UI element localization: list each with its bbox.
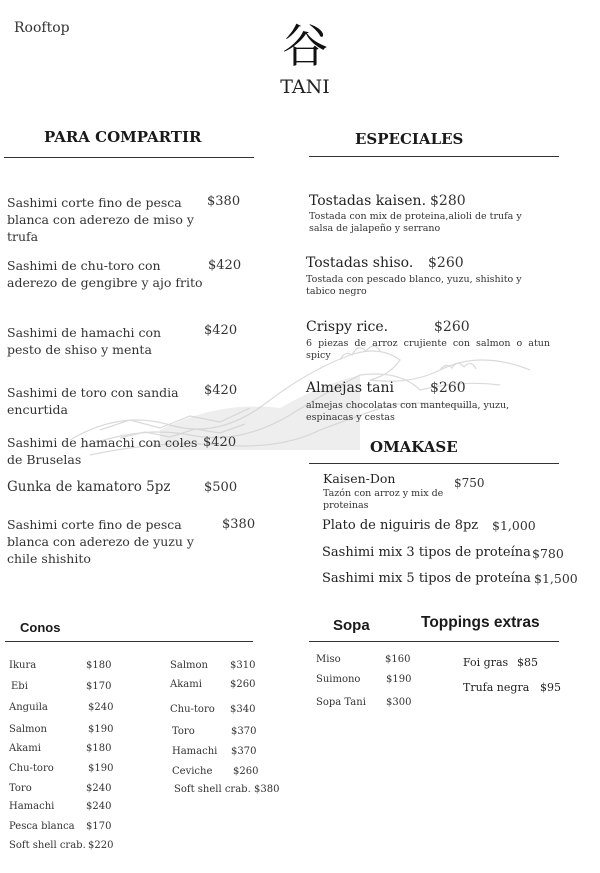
cono-item-price: $260 [230, 679, 256, 690]
cono-item-price: $310 [230, 660, 256, 671]
rooftop-label: Rooftop [14, 20, 70, 36]
item-price: $420 [204, 323, 238, 338]
omakase-item-description: Tazón con arroz y mix de proteinas [323, 488, 444, 511]
especial-price: $260 [434, 319, 470, 335]
cono-item-name: Soft shell crab. [174, 784, 251, 795]
cono-item-price: $260 [233, 766, 259, 777]
cono-item-name: Ebi [11, 681, 28, 692]
omakase-item-price: $750 [454, 476, 485, 490]
omakase-item-price: $1,500 [534, 571, 578, 586]
topping-item-price: $85 [517, 656, 538, 669]
cono-item-price: $170 [86, 681, 112, 692]
menu-item: Sashimi de hamachi con coles de Bruselas [7, 435, 198, 467]
para-compartir-heading: PARA COMPARTIR [44, 128, 202, 146]
menu-item: Sashimi corte fino de pesca blanca con aderezo de miso y trufa [7, 195, 194, 244]
sopa-item-name: Miso [316, 654, 341, 665]
cono-item-price: $240 [86, 801, 112, 812]
sopa-item-name: Sopa Tani [316, 697, 366, 708]
especial-price: $260 [430, 380, 466, 396]
conos-divider [5, 641, 253, 642]
cono-item-price: $340 [230, 704, 256, 715]
omakase-item-name: Sashimi mix 5 tipos de proteína [322, 571, 531, 586]
omakase-divider [309, 463, 559, 464]
cono-item-name: Soft shell crab. [9, 840, 86, 851]
cono-item-name: Toro [172, 726, 195, 737]
item-price: $420 [208, 258, 242, 273]
omakase-item-name: Plato de niguiris de 8pz [322, 518, 479, 533]
item-price: $380 [222, 517, 256, 532]
omakase-item-price: $1,000 [492, 518, 536, 533]
menu-item: Sashimi de hamachi con pesto de shiso y menta [7, 325, 162, 357]
cono-item-price: $240 [86, 783, 112, 794]
item-price: $420 [204, 383, 238, 398]
especial-description: almejas chocolatas con mantequilla, yuzu, espinacas y cestas [306, 400, 510, 423]
item-price: $420 [203, 435, 237, 450]
sopa-divider [309, 641, 559, 642]
cono-item-name: Akami [170, 679, 202, 690]
especial-description: 6 piezas de arroz crujiente con salmon o atun spicy [306, 338, 550, 361]
menu-item: Sashimi de chu-toro con aderezo de gengibre y ajo frito [7, 258, 203, 290]
topping-item-name: Foi gras [463, 656, 509, 669]
cono-item-name: Salmon [170, 660, 208, 671]
cono-item-price: $220 [88, 840, 114, 851]
cono-item-name: Ikura [9, 660, 37, 671]
cono-item-price: $170 [86, 821, 112, 832]
especial-price: $280 [430, 193, 466, 209]
toppings-heading: Toppings extras [421, 614, 540, 631]
cono-item-price: $190 [88, 763, 114, 774]
cono-item-price: $190 [88, 724, 114, 735]
sopa-item-price: $300 [386, 697, 412, 708]
topping-item-name: Trufa negra [463, 681, 530, 694]
sopa-item-price: $160 [385, 654, 411, 665]
cono-item-price: $370 [231, 726, 257, 737]
cono-item-name: Pesca blanca [9, 821, 75, 832]
cono-item-price: $180 [86, 660, 112, 671]
omakase-item-price: $780 [532, 546, 564, 561]
topping-item-price: $95 [540, 681, 561, 694]
menu-item: Sashimi de toro con sandia encurtida [7, 385, 179, 417]
cono-item-name: Ceviche [172, 766, 213, 777]
especial-name: Almejas tani [306, 380, 394, 396]
tani-logo-kanji: 谷 [282, 19, 328, 73]
cono-item-name: Salmon [9, 724, 47, 735]
menu-item: Sashimi corte fino de pesca blanca con aderezo de yuzu y chile shishito [7, 517, 194, 566]
item-price: $500 [204, 480, 238, 495]
especial-price: $260 [428, 255, 464, 271]
conos-heading: Conos [20, 620, 61, 635]
menu-item: Gunka de kamatoro 5pz [7, 479, 171, 495]
omakase-item-name: Kaisen-Don [323, 471, 396, 486]
para-compartir-divider [4, 157, 254, 158]
cono-item-price: $370 [231, 746, 257, 757]
sopa-item-price: $190 [386, 674, 412, 685]
cono-item-name: Chu-toro [9, 763, 54, 774]
especial-name: Tostadas kaisen. [309, 193, 427, 209]
especial-name: Tostadas shiso. [306, 255, 414, 271]
cono-item-price: $240 [88, 702, 114, 713]
especial-description: Tostada con pescado blanco, yuzu, shishito y tabico negro [306, 274, 522, 297]
cono-item-name: Akami [9, 743, 41, 754]
especiales-divider [309, 156, 559, 157]
especial-description: Tostada con mix de proteina,alioli de trufa y salsa de jalapeño y serrano [309, 211, 522, 234]
especial-name: Crispy rice. [306, 319, 389, 335]
especiales-heading: ESPECIALES [355, 130, 464, 148]
cono-item-name: Chu-toro [170, 704, 215, 715]
cono-item-name: Hamachi [9, 801, 55, 812]
sopa-item-name: Suimono [316, 674, 361, 685]
omakase-item-name: Sashimi mix 3 tipos de proteína [322, 545, 531, 560]
cono-item-name: Hamachi [172, 746, 218, 757]
cono-item-price: $380 [254, 784, 280, 795]
sopa-heading: Sopa [333, 617, 370, 634]
cono-item-name: Anguila [9, 702, 48, 713]
cono-item-price: $180 [86, 743, 112, 754]
item-price: $380 [207, 194, 241, 209]
cono-item-name: Toro [9, 783, 32, 794]
omakase-heading: OMAKASE [370, 438, 458, 456]
brand-name: TANI [280, 76, 330, 98]
